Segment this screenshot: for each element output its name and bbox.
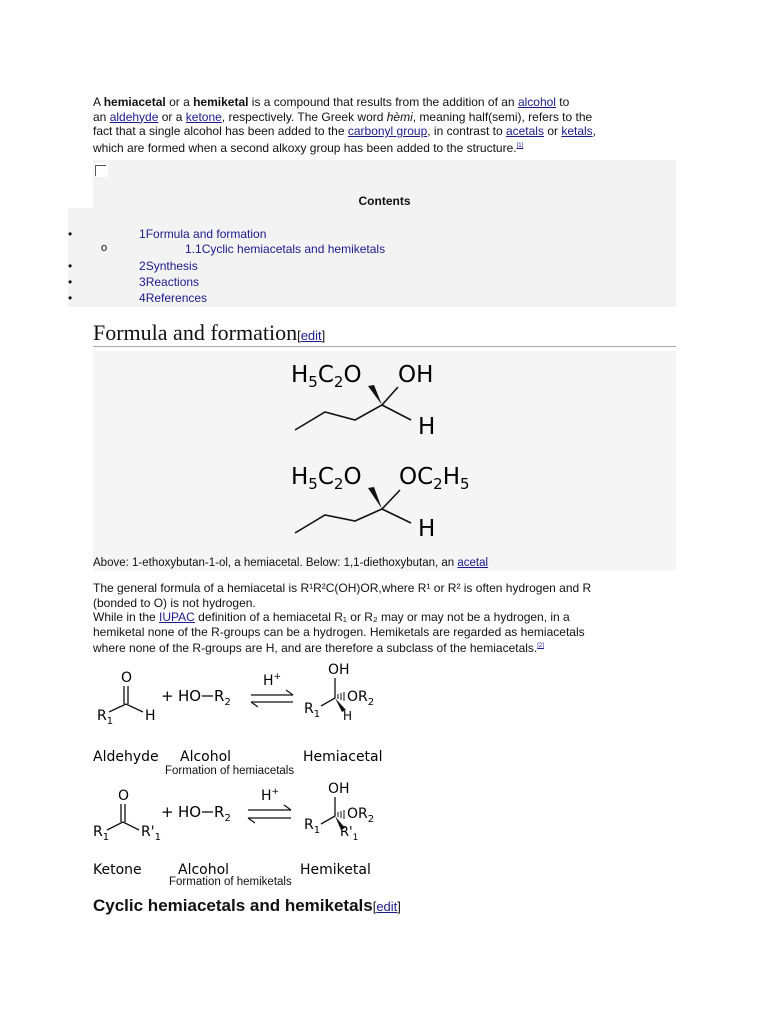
toc-number: 2 bbox=[139, 259, 146, 273]
edit-section-link bbox=[373, 899, 401, 914]
bond bbox=[382, 405, 411, 420]
toc-label: Reactions bbox=[145, 275, 200, 289]
bracket: [ bbox=[372, 899, 377, 914]
link-ketone[interactable]: ketone bbox=[185, 109, 222, 124]
catalyst-label: H+ bbox=[261, 787, 280, 804]
text: , meaning half(semi), refers to the bbox=[412, 109, 593, 124]
hydrogen-label: H bbox=[343, 709, 353, 723]
intro-paragraph bbox=[93, 95, 683, 155]
reference-link-2[interactable]: [2] bbox=[537, 643, 544, 650]
edit-section-link bbox=[297, 328, 325, 343]
toc-item-synthesis[interactable] bbox=[139, 259, 198, 273]
hydroxyl-label: OH bbox=[328, 662, 350, 678]
toc-bullet: • bbox=[68, 227, 73, 241]
paragraph-line bbox=[93, 610, 683, 625]
text: , in contrast to bbox=[427, 124, 506, 139]
text: , respectively. The Greek word bbox=[221, 109, 387, 124]
link-acetal[interactable]: acetal bbox=[457, 557, 489, 569]
intro-line-2 bbox=[93, 110, 683, 125]
toc-label: References bbox=[145, 291, 208, 305]
figure-caption bbox=[93, 557, 488, 569]
text: which are formed when a second alkoxy group has been added to the structure. bbox=[93, 140, 517, 155]
toc-label: Cyclic hemiacetals and hemiketals bbox=[201, 242, 386, 256]
bond bbox=[123, 822, 139, 830]
equilibrium-arrows bbox=[248, 805, 291, 823]
text: fact that a single alcohol has been added to the bbox=[93, 124, 348, 139]
caption-text: Above: 1-ethoxybutan-1-ol, a hemiacetal. Below: 1,1-diethoxybutan, an bbox=[93, 557, 458, 569]
term-hemiacetal: hemiacetal bbox=[103, 95, 166, 109]
toc-number: 1 bbox=[139, 227, 146, 241]
intro-line-3 bbox=[93, 124, 683, 139]
toc-item-references[interactable] bbox=[139, 291, 207, 305]
link-carbonyl-group[interactable]: carbonyl group bbox=[347, 124, 428, 139]
link-aldehyde[interactable]: aldehyde bbox=[109, 109, 159, 124]
plus-sign: + bbox=[161, 803, 174, 821]
bond bbox=[126, 704, 143, 712]
text: to bbox=[555, 95, 570, 109]
bond bbox=[321, 698, 335, 706]
bond bbox=[321, 816, 335, 824]
bracket: ] bbox=[321, 328, 326, 343]
hydrogen-label: H bbox=[418, 516, 436, 542]
alkyl-chain bbox=[295, 405, 382, 430]
ho-label: HO bbox=[178, 803, 202, 821]
text: or a bbox=[158, 109, 186, 124]
toc-bullet: • bbox=[68, 291, 73, 305]
text: , bbox=[592, 124, 597, 139]
heading-text: Cyclic hemiacetals and hemiketals bbox=[93, 896, 373, 915]
greek-word: hèmi bbox=[386, 109, 413, 124]
paragraph-line bbox=[93, 639, 683, 656]
label-alcohol: Alcohol bbox=[180, 749, 232, 765]
label-hemiketal: Hemiketal bbox=[300, 862, 371, 878]
wedge-bond bbox=[368, 385, 382, 405]
text: an bbox=[93, 109, 110, 124]
bond bbox=[107, 822, 123, 830]
formula-paragraph bbox=[93, 581, 683, 656]
r1-label: $R_1$ bbox=[304, 817, 321, 836]
toc-number: 1.1 bbox=[185, 242, 202, 256]
toc-item-formula-and-formation[interactable] bbox=[139, 227, 266, 241]
text: is a compound that results from the addition of an bbox=[248, 95, 518, 109]
intro-line-4 bbox=[93, 139, 683, 156]
toc-number: 3 bbox=[139, 275, 146, 289]
link-ketals[interactable]: ketals bbox=[561, 124, 593, 139]
r1-prime-label: $R'_1$ bbox=[340, 825, 359, 843]
label-alcohol: Alcohol bbox=[178, 862, 230, 878]
bracket: ] bbox=[397, 899, 401, 914]
toc-title: Contents bbox=[358, 194, 411, 208]
hydroxyl-group-label: OH bbox=[398, 362, 434, 388]
hemiacetal-formation-scheme bbox=[93, 658, 393, 766]
hash-bond bbox=[338, 810, 344, 819]
label-ketone: Ketone bbox=[93, 862, 142, 878]
hash-bond bbox=[338, 692, 344, 701]
hydrogen-label: H bbox=[145, 708, 156, 724]
hydroxyl-label: OH bbox=[328, 781, 350, 797]
scheme-caption-hemiketals: Formation of hemiketals bbox=[169, 876, 292, 888]
or2-label: $OR_2$ bbox=[347, 689, 375, 708]
bond bbox=[109, 704, 126, 712]
ho-label: HO bbox=[178, 687, 202, 705]
catalyst-label: H+ bbox=[263, 672, 282, 689]
acetal-structure bbox=[291, 464, 470, 542]
link-alcohol[interactable]: alcohol bbox=[517, 95, 556, 109]
text: While in the bbox=[93, 610, 160, 625]
plus-sign: + bbox=[161, 687, 174, 705]
or2-label: $OR_2$ bbox=[347, 806, 375, 825]
toc-sub-bullet: o bbox=[101, 242, 108, 254]
term-hemiketal: hemiketal bbox=[193, 95, 249, 109]
oxygen-label: O bbox=[121, 670, 133, 686]
r1-label: $R_1$ bbox=[97, 708, 114, 727]
edit-link[interactable]: edit bbox=[300, 328, 322, 343]
r2-label: $R_2$ bbox=[214, 803, 231, 824]
reference-link-1[interactable]: [1] bbox=[516, 142, 524, 149]
toc-item-reactions[interactable] bbox=[139, 275, 199, 289]
toc-number: 4 bbox=[139, 291, 146, 305]
toc-bullet: • bbox=[68, 275, 73, 289]
heading-rule bbox=[93, 346, 676, 347]
ethoxy-group-label: $H_5C_2O$ bbox=[291, 362, 362, 391]
paragraph-line: The general formula of a hemiacetal is R¹R²C(OH)OR,where R¹ or R² is often hydrogen and R bbox=[93, 581, 592, 595]
hemiacetal-structure bbox=[291, 362, 435, 440]
bond bbox=[382, 387, 398, 405]
toc-label: Formula and formation bbox=[145, 227, 267, 241]
alkyl-chain bbox=[295, 509, 382, 533]
hemiketal-formation-scheme bbox=[93, 780, 393, 880]
r2-label: $R_2$ bbox=[214, 687, 231, 708]
section-heading-formula bbox=[93, 320, 325, 346]
text: where none of the R-groups are H, and are therefore a subclass of the hemiacetals. bbox=[93, 641, 538, 656]
heading-text: Formula and formation bbox=[93, 320, 298, 345]
paragraph-line: (bonded to O) is not hydrogen. bbox=[93, 595, 256, 610]
bond bbox=[382, 509, 411, 523]
structure-diagram bbox=[93, 351, 676, 551]
bracket: [ bbox=[297, 328, 301, 343]
toc-bullet: • bbox=[68, 259, 73, 273]
text: or bbox=[543, 124, 562, 139]
link-acetals[interactable]: acetals bbox=[505, 124, 544, 139]
section-heading-cyclic bbox=[93, 896, 401, 916]
r1-label: $R_1$ bbox=[93, 824, 110, 843]
edit-link[interactable]: edit bbox=[376, 899, 398, 914]
label-aldehyde: Aldehyde bbox=[93, 749, 159, 765]
toc-item-cyclic-hemiacetals[interactable] bbox=[185, 242, 385, 256]
text: A bbox=[93, 95, 104, 109]
text: definition of a hemiacetal R₁ or R₂ may or may not be a hydrogen, in a bbox=[194, 610, 570, 625]
oxygen-label: O bbox=[118, 788, 130, 804]
paragraph-line: hemiketal none of the R-groups can be a hydrogen. Hemiketals are regarded as hemiacetals bbox=[93, 624, 585, 639]
equilibrium-arrows bbox=[251, 690, 293, 707]
toc-toggle-checkbox[interactable] bbox=[94, 163, 108, 177]
ethoxy-group-label: $H_5C_2O$ bbox=[291, 464, 362, 493]
scheme-caption-hemiacetals: Formation of hemiacetals bbox=[165, 765, 295, 777]
toc-label: Synthesis bbox=[145, 259, 198, 273]
bond bbox=[382, 490, 400, 509]
hydrogen-label: H bbox=[418, 414, 436, 440]
label-hemiacetal: Hemiacetal bbox=[303, 749, 383, 765]
intro-line-1 bbox=[93, 95, 683, 110]
r1-prime-label: $R'_1$ bbox=[141, 824, 161, 843]
ethoxy-group-label-right: $OC_2H_5$ bbox=[399, 464, 470, 493]
text: or a bbox=[165, 95, 194, 109]
wedge-bond bbox=[368, 487, 382, 509]
link-iupac[interactable]: IUPAC bbox=[159, 610, 195, 625]
r1-label: $R_1$ bbox=[304, 701, 321, 720]
